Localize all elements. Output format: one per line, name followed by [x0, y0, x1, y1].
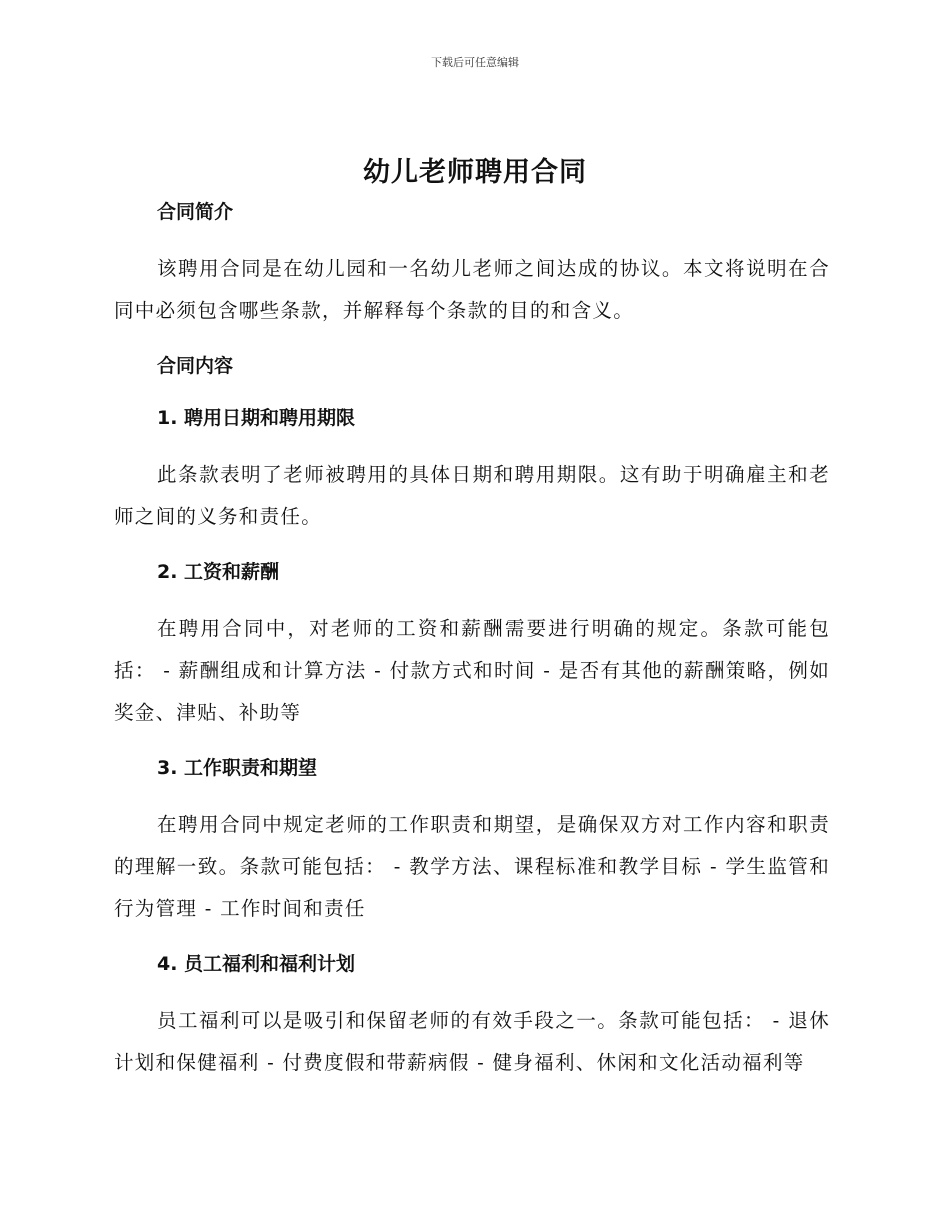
section-body-intro: 该聘用合同是在幼儿园和一名幼儿老师之间达成的协议。本文将说明在合同中必须包含哪些条款，并解释每个条款的目的和含义。 — [114, 257, 830, 322]
section-body-salary: 在聘用合同中，对老师的工资和薪酬需要进行明确的规定。条款可能包括： - 薪酬组成和计算方法 - 付款方式和时间 - 是否有其他的薪酬策略，例如奖金、津贴、补助等 — [114, 617, 830, 724]
section-heading-content: 合同内容 — [157, 355, 234, 377]
section-body-duties: 在聘用合同中规定老师的工作职责和期望，是确保双方对工作内容和职责的理解一致。条款可能包括： - 教学方法、课程标准和教学目标 - 学生监管和行为管理 - 工作时间和责任 — [114, 813, 830, 920]
section-body-employment-period: 此条款表明了老师被聘用的具体日期和聘用期限。这有助于明确雇主和老师之间的义务和责任。 — [114, 463, 830, 528]
section-heading-employment-period: 1. 聘用日期和聘用期限 — [157, 407, 356, 429]
section-heading-salary: 2. 工资和薪酬 — [157, 561, 280, 583]
page-title: 幼儿老师聘用合同 — [363, 157, 587, 188]
section-body-benefits: 员工福利可以是吸引和保留老师的有效手段之一。条款可能包括： - 退休计划和保健福利 - 付费度假和带薪病假 - 健身福利、休闲和文化活动福利等 — [114, 1009, 830, 1074]
section-heading-duties: 3. 工作职责和期望 — [157, 757, 318, 779]
section-heading-intro: 合同简介 — [157, 201, 234, 223]
header-note: 下载后可任意编辑 — [431, 56, 519, 69]
document-body — [114, 196, 830, 1094]
section-heading-benefits: 4. 员工福利和福利计划 — [157, 953, 356, 975]
